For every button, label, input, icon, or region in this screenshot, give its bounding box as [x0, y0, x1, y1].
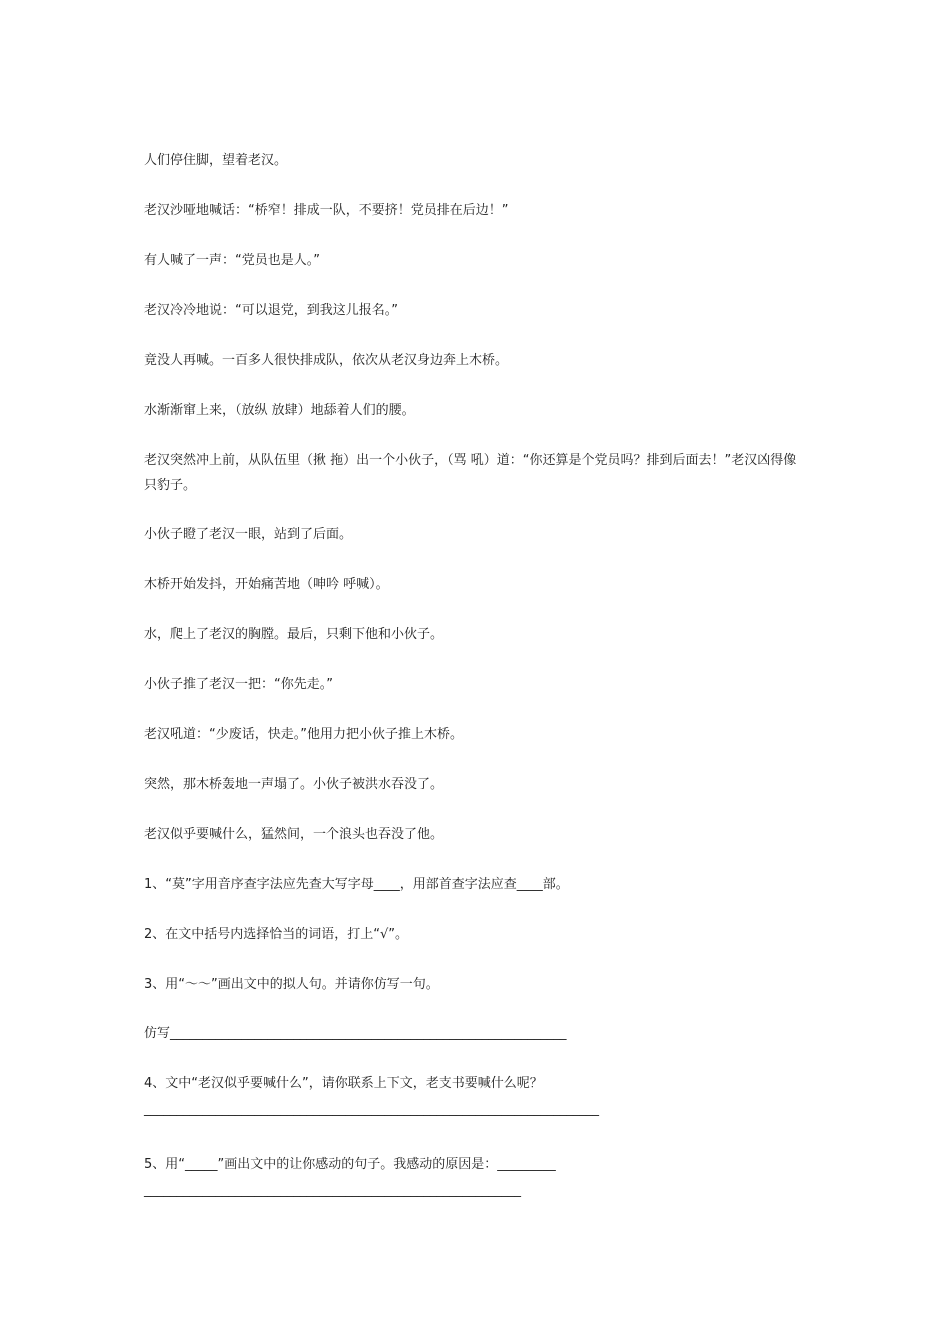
paragraph: 突然，那木桥轰地一声塌了。小伙子被洪水吞没了。 [144, 777, 444, 792]
paragraph: 水渐渐窜上来，（放纵 放肆）地舔着人们的腰。 [144, 403, 415, 418]
paragraph: 人们停住脚，望着老汉。 [144, 153, 288, 168]
paragraph: 竟没人再喊。一百多人很快排成队，依次从老汉身边奔上木桥。 [144, 353, 509, 368]
paragraph: 木桥开始发抖，开始痛苦地（呻吟 呼喊）。 [144, 577, 389, 592]
paragraph: 水，爬上了老汉的胸膛。最后，只剩下他和小伙子。 [144, 627, 444, 642]
question-2: 2、在文中括号内选择恰当的词语，打上“√”。 [144, 927, 409, 942]
question-3: 3、用“～～”画出文中的拟人句。并请你仿写一句。 [144, 977, 439, 992]
question-4: 4、文中“老汉似乎要喊什么”，请你联系上下文，老支书要喊什么呢？ [144, 1076, 543, 1091]
paragraph: 老汉似乎要喊什么，猛然间，一个浪头也吞没了他。 [144, 827, 444, 842]
paragraph: 小伙子推了老汉一把：“你先走。” [144, 677, 333, 692]
question-5: 5、用“_____”画出文中的让你感动的句子。我感动的原因是：_________ [144, 1157, 556, 1172]
paragraph: 老汉沙哑地喊话：“桥窄！排成一队，不要挤！党员排在后边！” [144, 203, 509, 218]
question-4-answer-line: ______________________________________________________________________ [144, 1102, 599, 1117]
paragraph: 老汉突然冲上前，从队伍里（揪 拖）出一个小伙子，（骂 吼）道：“你还算是个党员吗？排到后面去！”老汉凶得像只豹子。 [144, 453, 797, 493]
paragraph: 有人喊了一声：“党员也是人。” [144, 253, 320, 268]
question-3-answer-line: 仿写_____________________________________________________________ [144, 1026, 567, 1041]
question-5-answer-line: __________________________________________________________ [144, 1183, 521, 1198]
question-1: 1、“莫”字用音序查字法应先查大写字母____，用部首查字法应查____部。 [144, 877, 569, 892]
paragraph: 小伙子瞪了老汉一眼，站到了后面。 [144, 527, 353, 542]
paragraph: 老汉吼道：“少废话，快走。”他用力把小伙子推上木桥。 [144, 727, 463, 742]
paragraph: 老汉冷冷地说：“可以退党，到我这儿报名。” [144, 303, 398, 318]
